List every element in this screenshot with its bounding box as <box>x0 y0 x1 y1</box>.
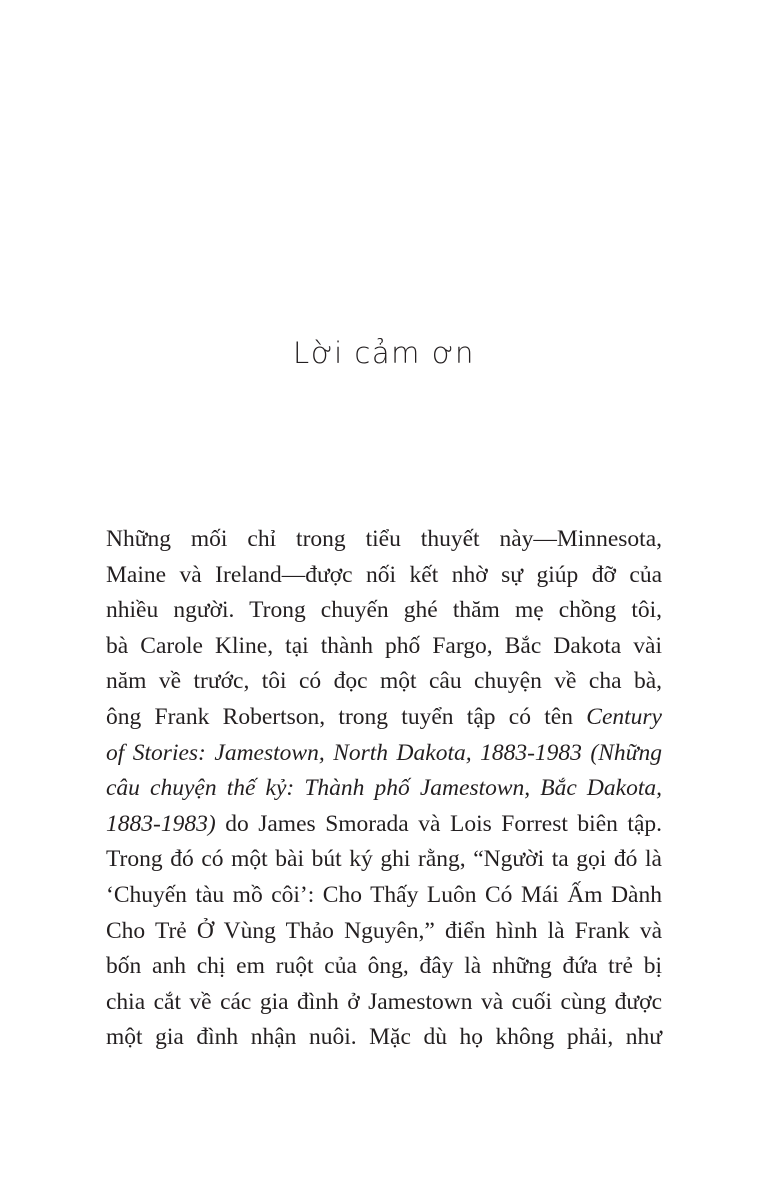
text-line <box>106 949 662 985</box>
text-segment: ‘Chuyến tàu mồ côi’: Cho Thấy Luôn Có Mái Ấm Dành <box>106 881 662 908</box>
text-line <box>106 664 662 700</box>
text-segment: một gia đình nhận nuôi. Mặc dù họ không phải, như <box>106 1024 662 1051</box>
text-segment: nhiều người. Trong chuyến ghé thăm mẹ chồng tôi, <box>106 597 662 624</box>
text-line <box>106 593 662 629</box>
italic-text: 1883-1983) <box>106 810 216 837</box>
text-segment: Maine và Ireland—được nối kết nhờ sự giúp đỡ của <box>106 561 662 588</box>
italic-text: of Stories: Jamestown, North Dakota, 1883-1983 (Những <box>106 739 662 766</box>
text-line <box>106 842 662 878</box>
text-segment: chia cắt về các gia đình ở Jamestown và cuối cùng được <box>106 988 662 1015</box>
text-line <box>106 807 662 843</box>
text-segment: bà Carole Kline, tại thành phố Fargo, Bắc Dakota vài <box>106 632 662 659</box>
italic-text: câu chuyện thế kỷ: Thành phố Jamestown, Bắc Dakota, <box>106 775 662 802</box>
body-paragraph <box>106 522 662 1056</box>
text-segment: bốn anh chị em ruột của ông, đây là những đứa trẻ bị <box>106 953 662 980</box>
text-line <box>106 558 662 594</box>
text-line <box>106 914 662 950</box>
text-segment: năm về trước, tôi có đọc một câu chuyện về cha bà, <box>106 668 662 695</box>
text-segment: Những mối chỉ trong tiểu thuyết này—Minnesota, <box>106 526 662 552</box>
text-line <box>106 878 662 914</box>
text-line <box>106 1020 662 1056</box>
text-line <box>106 736 662 772</box>
text-line <box>106 629 662 665</box>
text-line <box>106 985 662 1021</box>
text-line <box>106 771 662 807</box>
text-segment: do James Smorada và Lois Forrest biên tập. <box>215 810 662 837</box>
text-segment: ông Frank Robertson, trong tuyển tập có tên <box>106 703 587 730</box>
text-segment: Cho Trẻ Ở Vùng Thảo Nguyên,” điển hình là Frank và <box>106 917 662 944</box>
italic-text: Century <box>586 703 662 730</box>
chapter-title: Lời cảm ơn <box>293 336 475 370</box>
text-line <box>106 700 662 736</box>
text-line <box>106 522 662 558</box>
text-segment: Trong đó có một bài bút ký ghi rằng, “Người ta gọi đó là <box>106 846 662 873</box>
